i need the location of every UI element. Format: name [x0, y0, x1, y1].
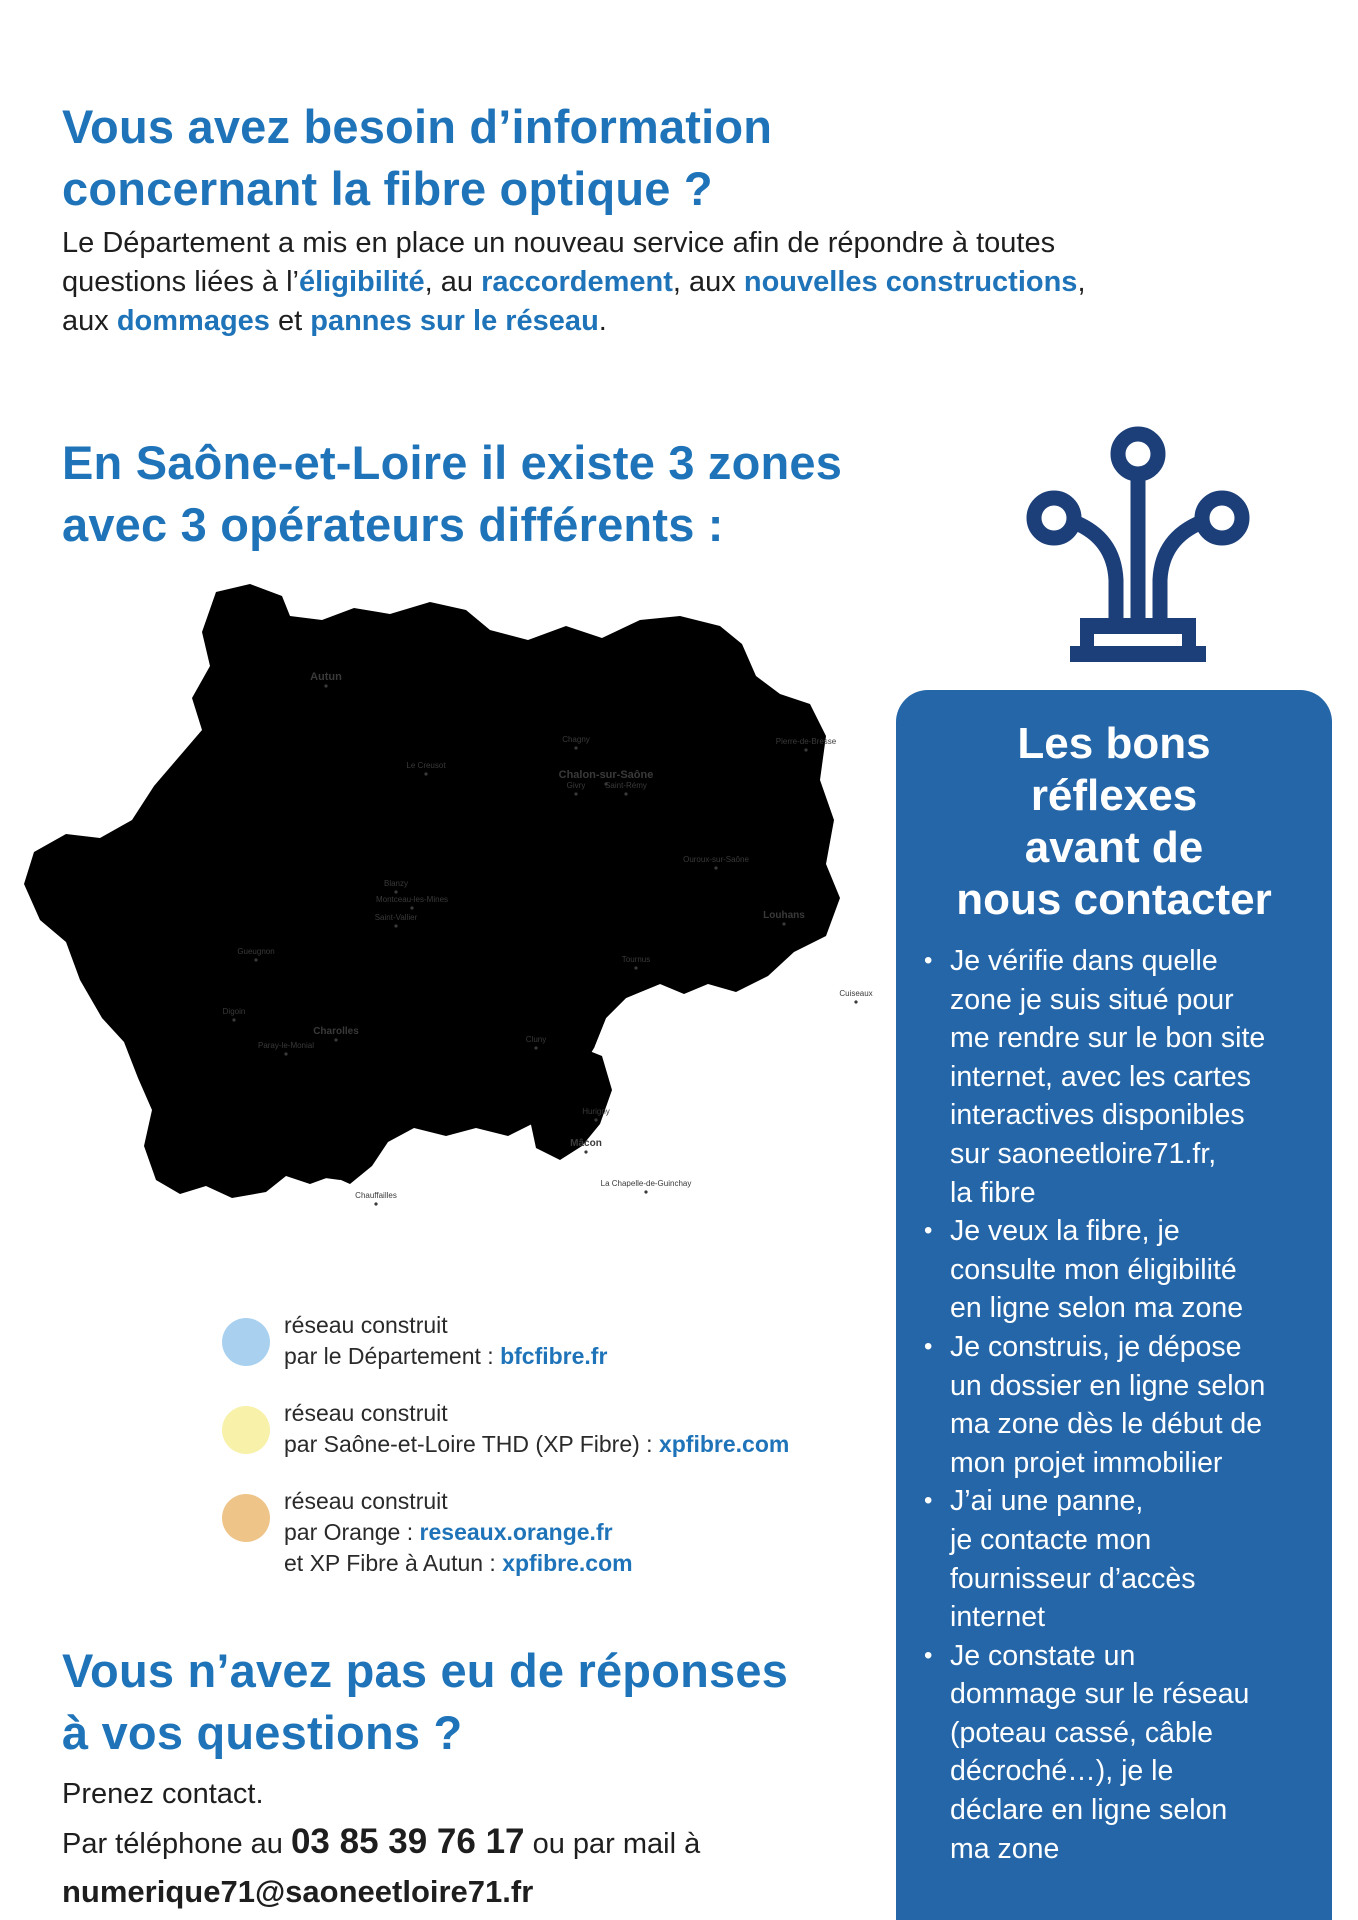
- legend-line: réseau construit: [284, 1312, 448, 1338]
- intro-text: , au: [424, 266, 482, 298]
- legend-line: [284, 1341, 607, 1372]
- tip-line: sur saoneetloire71.fr,: [950, 1137, 1217, 1170]
- legend-link[interactable]: reseaux.orange.fr: [419, 1519, 613, 1545]
- legend-line: réseau construit: [284, 1400, 448, 1426]
- contact-intro: Prenez contact.: [62, 1778, 264, 1810]
- city-label: Saint-Rémy: [605, 781, 647, 790]
- intro-text: .: [598, 305, 607, 337]
- city-marker: [394, 890, 397, 893]
- legend-line: [284, 1429, 789, 1460]
- tip-line: décroché…), je le: [950, 1755, 1174, 1788]
- contact-email[interactable]: numerique71@saoneetloire71.fr: [62, 1874, 534, 1909]
- tip-line: • Je veux la fibre, je: [950, 1215, 1180, 1248]
- city-marker: [324, 684, 327, 687]
- tip-item: [922, 1212, 1322, 1328]
- city-marker: [624, 792, 627, 795]
- intro-text: questions liées à l’: [62, 266, 299, 298]
- tip-line: consulte mon éligibilité: [950, 1253, 1237, 1286]
- tip-item: [922, 1482, 1322, 1636]
- legend-text: [284, 1310, 607, 1372]
- city-marker: [334, 1038, 337, 1041]
- intro-text: , aux: [672, 266, 744, 298]
- tip-line: en ligne selon ma zone: [950, 1292, 1244, 1325]
- phone-number[interactable]: 03 85 39 76 17: [290, 1822, 525, 1861]
- tip-line: fournisseur d’accès: [950, 1562, 1196, 1595]
- heading-no-answers: [62, 1640, 788, 1764]
- tip-line: interactives disponibles: [950, 1099, 1245, 1132]
- city-label: Chagny: [562, 735, 590, 744]
- city-marker: [782, 922, 785, 925]
- city-label: Cluny: [525, 1035, 547, 1044]
- city-label: Givry: [566, 781, 586, 790]
- panel-title-line: avant de: [1024, 823, 1204, 872]
- tip-line: • Je vérifie dans quelle: [950, 945, 1218, 977]
- intro-text: et: [269, 305, 311, 337]
- tips-panel: [896, 690, 1332, 1920]
- panel-title-line: réflexes: [1030, 771, 1198, 820]
- tip-line: • Je construis, je dépose: [950, 1330, 1242, 1363]
- city-label: Saint-Vallier: [374, 913, 418, 922]
- city-label: Digoin: [222, 1007, 246, 1016]
- intro-keyword: nouvelles constructions: [743, 266, 1078, 298]
- legend-link[interactable]: xpfibre.com: [658, 1431, 790, 1457]
- legend-label: et XP Fibre à Autun :: [284, 1550, 503, 1576]
- intro-line: [62, 263, 1212, 302]
- tip-line: me rendre sur le bon site: [950, 1022, 1266, 1055]
- city-marker: [644, 1190, 647, 1193]
- city-label: Autun: [310, 671, 342, 683]
- tip-line: • Je constate un: [950, 1639, 1136, 1672]
- legend-text: [284, 1486, 633, 1579]
- panel-title-line: Les bons: [1017, 719, 1211, 768]
- tip-line: mon projet immobilier: [950, 1446, 1223, 1479]
- city-label: Chauffailles: [355, 1191, 397, 1200]
- city-marker: [634, 966, 637, 969]
- city-label: Cuiseaux: [839, 989, 873, 998]
- tip-line: la fibre: [950, 1176, 1036, 1209]
- tip-line: déclare en ligne selon: [950, 1794, 1228, 1827]
- tip-line: ma zone: [950, 1832, 1060, 1865]
- contact-phone-line: [62, 1818, 700, 1868]
- phone-prefix: Par téléphone au: [62, 1828, 291, 1860]
- city-marker: [714, 866, 717, 869]
- fiber-optic-icon: [1018, 420, 1258, 690]
- tip-line: • J’ai une panne,: [950, 1485, 1144, 1518]
- city-label: Louhans: [763, 910, 805, 921]
- city-label: Le Creusot: [406, 761, 446, 770]
- tip-item: [922, 1637, 1322, 1869]
- legend-label: par le Département :: [284, 1343, 501, 1369]
- city-label: Hurigny: [582, 1107, 610, 1116]
- zones-map: [20, 580, 880, 1260]
- tip-line: internet: [950, 1601, 1046, 1634]
- city-label: Tournus: [621, 955, 651, 964]
- city-label: Ouroux-sur-Saône: [683, 855, 749, 864]
- city-marker: [584, 1150, 587, 1153]
- city-marker: [394, 924, 397, 927]
- city-label: La Chapelle-de-Guinchay: [600, 1179, 692, 1188]
- city-label: Pierre-de-Bresse: [775, 737, 837, 746]
- tip-line: un dossier en ligne selon: [950, 1369, 1266, 1402]
- legend-label: par Saône-et-Loire THD (XP Fibre) :: [284, 1431, 659, 1457]
- legend-text: [284, 1398, 789, 1460]
- map-zones: [24, 584, 840, 1198]
- tip-item: [922, 1328, 1322, 1482]
- legend-link[interactable]: xpfibre.com: [502, 1550, 633, 1576]
- legend-line: réseau construit: [284, 1488, 448, 1514]
- panel-title: [896, 718, 1332, 926]
- city-marker: [854, 1000, 857, 1003]
- legend-swatch: [222, 1494, 270, 1542]
- intro-text: aux: [62, 305, 117, 337]
- city-marker: [574, 746, 577, 749]
- phone-suffix: ou par mail à: [524, 1828, 701, 1860]
- heading-line: à vos questions ?: [62, 1706, 463, 1759]
- city-marker: [254, 958, 257, 961]
- legend-line: [284, 1517, 633, 1548]
- city-marker: [232, 1018, 235, 1021]
- legend-link[interactable]: bfcfibre.fr: [500, 1343, 608, 1369]
- city-marker: [574, 792, 577, 795]
- city-label: Montceau-les-Mines: [375, 895, 449, 904]
- city-marker: [374, 1202, 377, 1205]
- city-marker: [534, 1046, 537, 1049]
- legend-swatch: [222, 1318, 270, 1366]
- city-label: Paray-le-Monial: [257, 1041, 315, 1050]
- intro-line: [62, 224, 1212, 263]
- tip-line: zone je suis situé pour: [950, 983, 1234, 1016]
- intro-keyword: dommages: [116, 305, 270, 337]
- city-label: Charolles: [313, 1026, 359, 1037]
- city-label: Chalon-sur-Saône: [558, 769, 654, 781]
- tip-item: [922, 942, 1322, 1212]
- legend-line: [284, 1548, 633, 1579]
- intro-line: [62, 302, 1212, 341]
- city-marker: [284, 1052, 287, 1055]
- heading-line: avec 3 opérateurs différents :: [62, 498, 724, 551]
- intro-keyword: raccordement: [481, 266, 673, 298]
- intro-paragraph: [62, 224, 1212, 341]
- city-marker: [424, 772, 427, 775]
- tip-line: dommage sur le réseau: [950, 1678, 1250, 1711]
- heading-line: En Saône-et-Loire il existe 3 zones: [62, 436, 843, 489]
- city-marker: [804, 748, 807, 751]
- tip-line: ma zone dès le début de: [950, 1408, 1263, 1441]
- intro-keyword: éligibilité: [298, 266, 425, 298]
- heading-line: concernant la fibre optique ?: [62, 162, 713, 215]
- intro-text: ,: [1077, 266, 1086, 298]
- contact-block: [62, 1770, 700, 1916]
- tip-line: je contacte mon: [950, 1523, 1152, 1556]
- city-label: Blanzy: [383, 879, 409, 888]
- heading-zones: [62, 432, 842, 556]
- panel-title-line: nous contacter: [956, 875, 1272, 924]
- intro-keyword: pannes sur le réseau: [310, 305, 599, 337]
- legend-label: par Orange :: [284, 1519, 420, 1545]
- tip-line: (poteau cassé, câble: [950, 1716, 1213, 1749]
- legend-swatch: [222, 1406, 270, 1454]
- city-marker: [410, 906, 413, 909]
- tips-list: [922, 942, 1322, 1868]
- city-marker: [594, 1118, 597, 1121]
- heading-line: Vous n’avez pas eu de réponses: [62, 1644, 789, 1697]
- city-label: Mâcon: [570, 1138, 602, 1149]
- tip-line: internet, avec les cartes: [950, 1060, 1251, 1093]
- intro-text: Le Département a mis en place un nouveau service afin de répondre à toutes: [62, 227, 1056, 259]
- city-label: Gueugnon: [237, 947, 275, 956]
- heading-line: Vous avez besoin d’information: [62, 100, 773, 153]
- heading-information: [62, 96, 772, 220]
